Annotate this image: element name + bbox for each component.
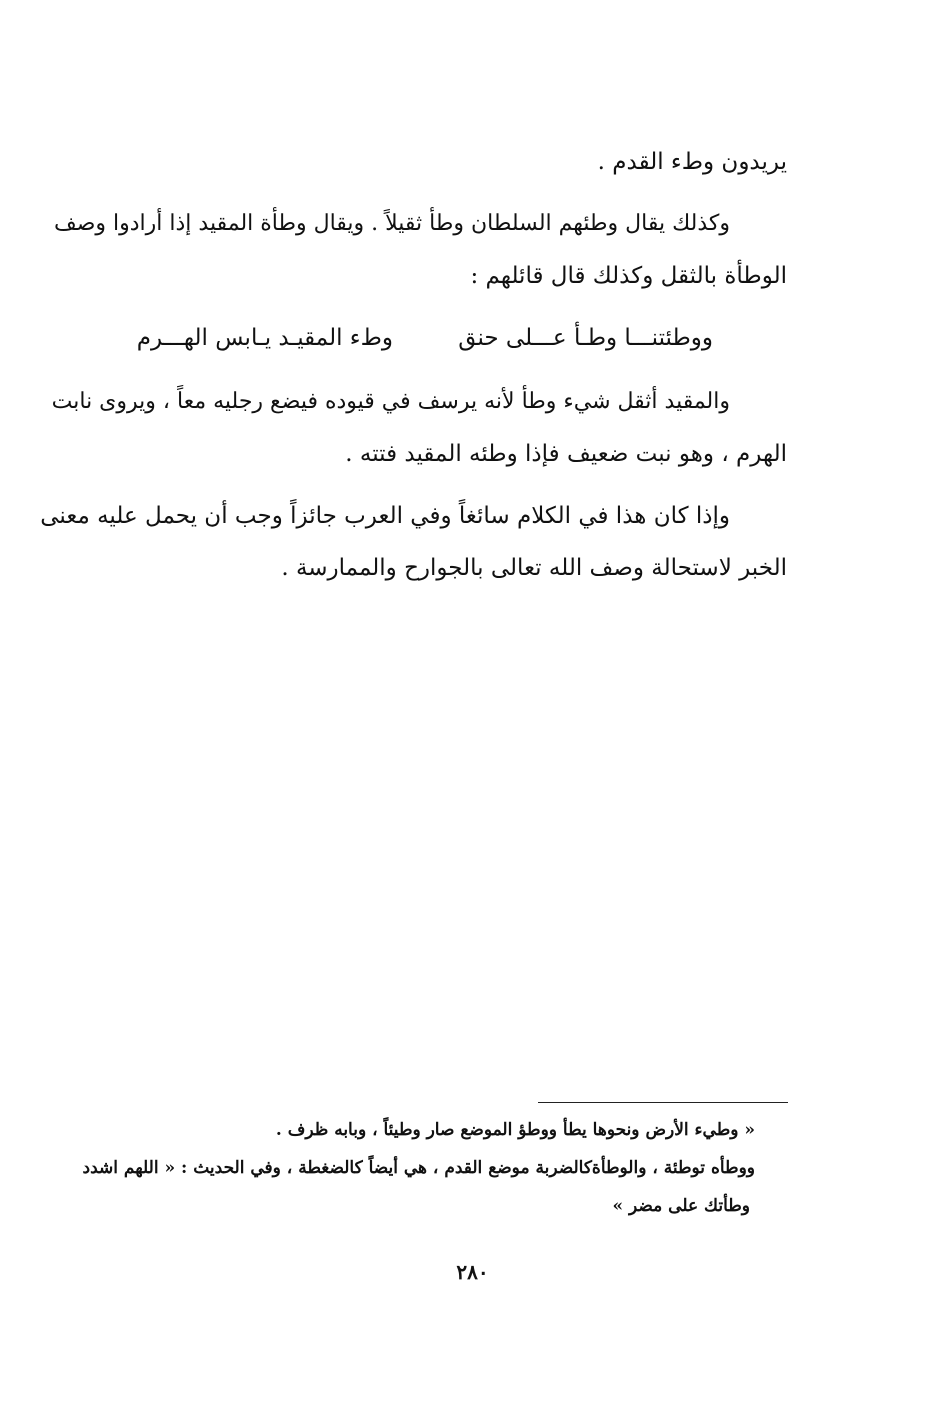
paragraph-3-line-1: وإذا كان هذا في الكلام سائغاً وفي العرب جائزاً وجب أن يحمل عليه معنى — [40, 503, 730, 529]
footnote-line-1: « وطيء الأرض ونحوها يطأ ووطؤ الموضع صار وطيئاً ، وبابه ظرف . — [275, 1120, 755, 1140]
footnote-divider — [538, 1102, 788, 1103]
poetry-verse — [136, 318, 713, 358]
paragraph-1-line-1: وكذلك يقال وطئهم السلطان وطأ ثقيلاً . ويقال وطأة المقيد إذا أرادوا وصف — [53, 211, 730, 236]
footnote-line-2: ووطأه توطئة ، والوطأةكالضربة موضع القدم ، هي أيضاً كالضغطة ، وفي الحديث : « اللهم اشدد — [82, 1158, 755, 1178]
paragraph-2-line-2: الهرم ، وهو نبت ضعيف فإذا وطئه المقيد فتته . — [345, 441, 787, 467]
text-line-opening: يريدون وطء القدم . — [597, 149, 787, 175]
verse-hemistich-second: وطء المقيـد يـابس الهـــرم — [136, 325, 393, 351]
page-number: ٢٨٠ — [456, 1260, 489, 1284]
paragraph-2-line-1: والمقيد أثقل شيء وطأ لأنه يرسف في قيوده فيضع رجليه معاً ، ويروى نابت — [51, 389, 730, 414]
footnote-line-3: وطأتك على مضر » — [612, 1196, 750, 1216]
paragraph-1-line-2: الوطأة بالثقل وكذلك قال قائلهم : — [470, 263, 787, 289]
verse-hemistich-first: ووطئتنـــا وطـأ عـــلى حنق — [458, 325, 713, 351]
paragraph-3-line-2: الخبر لاستحالة وصف الله تعالى بالجوارح والممارسة . — [281, 555, 787, 581]
